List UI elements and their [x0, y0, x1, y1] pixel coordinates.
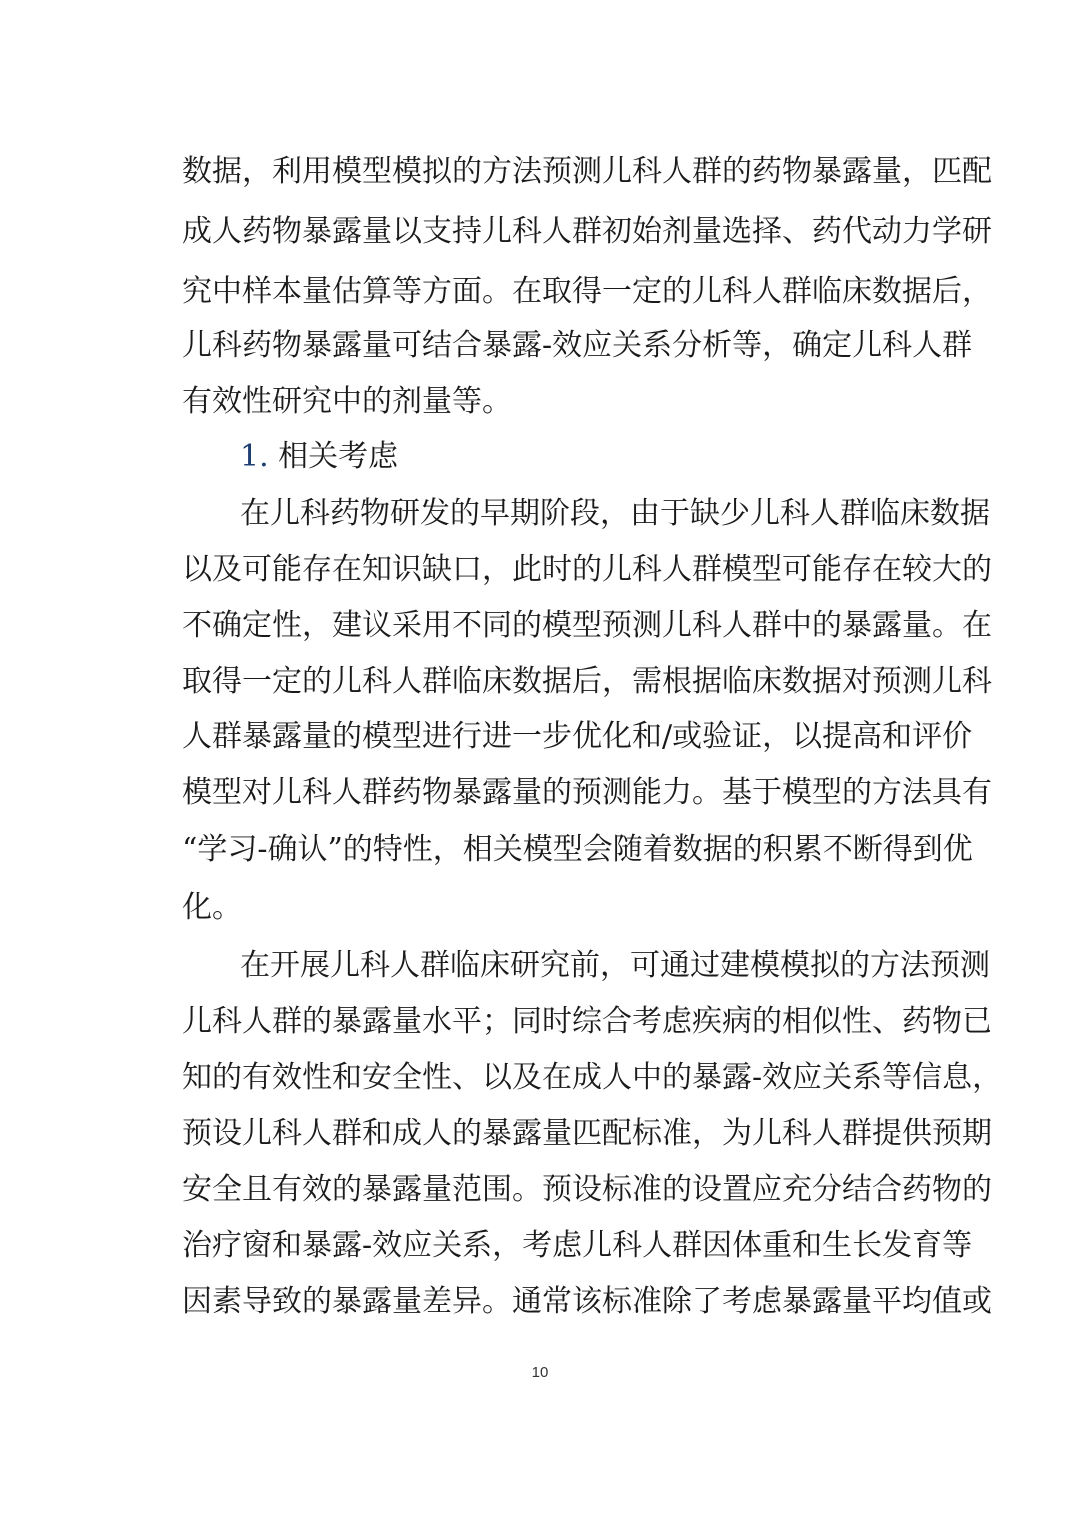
paragraph-line: 究中样本量估算等方面。在取得一定的儿科人群临床数据后， [182, 274, 992, 309]
section-title: 相关考虑 [278, 439, 399, 474]
section-number: 1. [240, 439, 269, 474]
paragraph-line: 成人药物暴露量以支持儿科人群初始剂量选择、药代动力学研 [182, 214, 992, 249]
paragraph-line: 安全且有效的暴露量范围。预设标准的设置应充分结合药物的 [182, 1172, 992, 1207]
paragraph-line: 不确定性，建议采用不同的模型预测儿科人群中的暴露量。在 [182, 608, 992, 643]
paragraph-line: 在儿科药物研发的早期阶段，由于缺少儿科人群临床数据 [240, 496, 990, 531]
paragraph-line: 模型对儿科人群药物暴露量的预测能力。基于模型的方法具有 [182, 775, 992, 810]
paragraph-line: 儿科人群的暴露量水平；同时综合考虑疾病的相似性、药物已 [182, 1004, 992, 1039]
paragraph-line: 取得一定的儿科人群临床数据后，需根据临床数据对预测儿科 [182, 664, 992, 699]
paragraph-line: 人群暴露量的模型进行进一步优化和/或验证，以提高和评价 [182, 719, 973, 754]
paragraph-line: 儿科药物暴露量可结合暴露-效应关系分析等，确定儿科人群 [182, 328, 973, 363]
paragraph-line: 数据，利用模型模拟的方法预测儿科人群的药物暴露量，匹配 [182, 154, 992, 189]
page-number: 10 [531, 1364, 549, 1381]
paragraph-line: 知的有效性和安全性、以及在成人中的暴露-效应关系等信息， [182, 1060, 1003, 1095]
paragraph-line: 化。 [182, 890, 242, 925]
paragraph-line: 治疗窗和暴露-效应关系，考虑儿科人群因体重和生长发育等 [182, 1228, 973, 1263]
paragraph-line: 有效性研究中的剂量等。 [182, 384, 512, 419]
paragraph-line: 以及可能存在知识缺口，此时的儿科人群模型可能存在较大的 [182, 552, 992, 587]
section-heading [240, 437, 398, 477]
paragraph-line: 在开展儿科人群临床研究前，可通过建模模拟的方法预测 [240, 948, 990, 983]
paragraph-line: “学习-确认”的特性，相关模型会随着数据的积累不断得到优 [182, 832, 973, 867]
paragraph-line: 预设儿科人群和成人的暴露量匹配标准，为儿科人群提供预期 [182, 1116, 992, 1151]
paragraph-line: 因素导致的暴露量差异。通常该标准除了考虑暴露量平均值或 [182, 1284, 992, 1319]
